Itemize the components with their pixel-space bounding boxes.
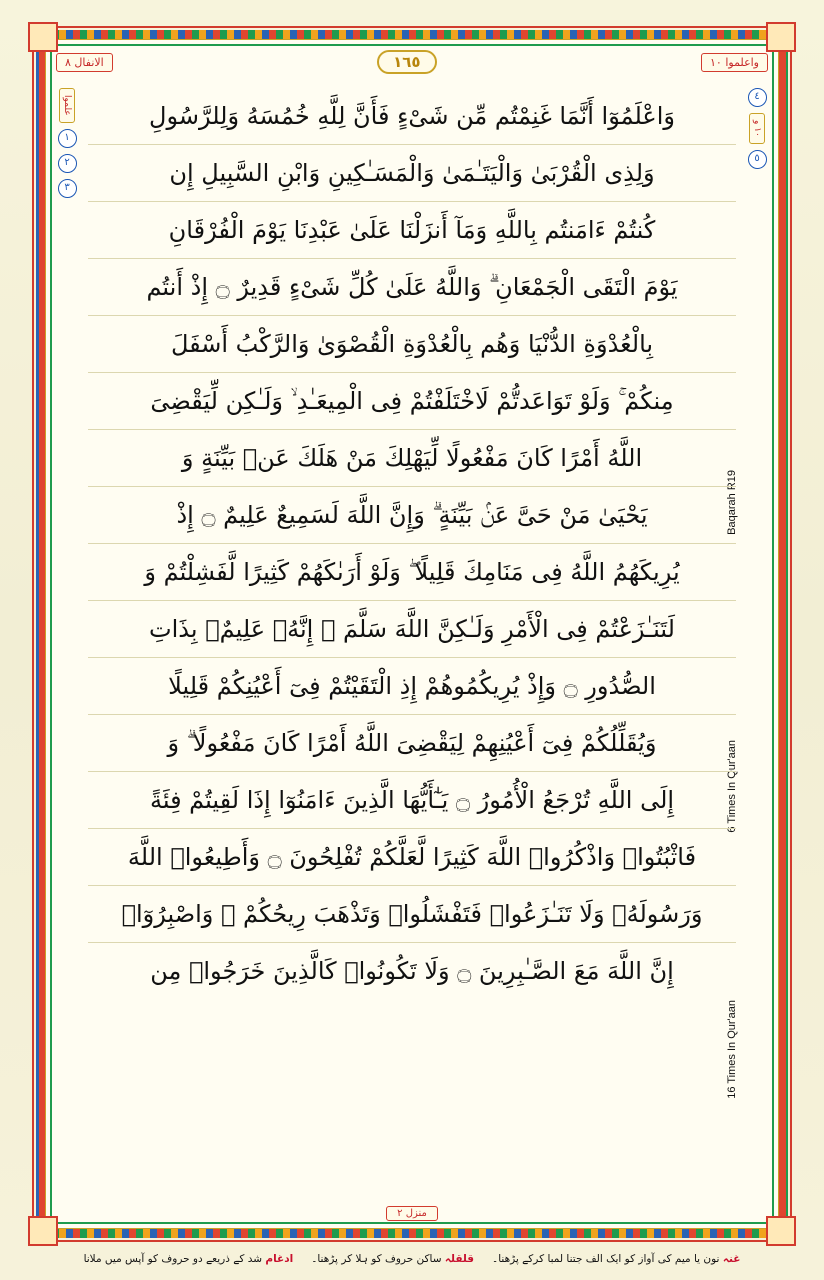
legend-desc: ساکن حروف کو ہلا کر پڑھنا۔ [311,1253,442,1265]
ayah-line-text: إِلَى اللَّهِ تُرْجَعُ الْأُمُورُ ۝ يَـٰٓأَيُّهَا الَّذِينَ ءَامَنُوٓا إِذَا لَقِيتُمْ فِئَةً [149,786,675,814]
para-label: واعلموا ١٠ [701,53,768,72]
annotation-6-times: 6 Times In Qur'aan [726,740,738,833]
ayah-line-text: لَتَنَـٰزَعْتُمْ فِى الْأَمْرِ وَلَـٰكِنَّ اللَّهَ سَلَّمَ ۗ إِنَّهُۥ عَلِيمٌۢ بِذَاتِ [149,615,675,643]
ayah-line [88,829,736,886]
tajweed-legend [32,1244,792,1274]
ruku-marker-1: ١ [58,129,77,148]
ayah-line-text: كُنتُمْ ءَامَنتُم بِاللَّهِ وَمَآ أَنزَلْنَا عَلَىٰ عَبْدِنَا يَوْمَ الْفُرْقَانِ [168,216,656,244]
annotation-baqarah-r19: Baqarah R19 [726,470,738,535]
ruku-marker-2: ٢ [58,154,77,173]
ayah-line [88,373,736,430]
para-marker-2: ٥ [748,150,767,169]
manzil-label: منزل ٢ [386,1206,438,1221]
ayah-line [88,658,736,715]
ayah-line-text: وَيُقَلِّلُكُمْ فِىٓ أَعْيُنِهِمْ لِيَقْضِىَ اللَّهُ أَمْرًا كَانَ مَفْعُولًا ۗ وَ [167,729,657,757]
ayah-line-text: يَحْيَىٰ مَنْ حَىَّ عَنۢ بَيِّنَةٍ ۗ وَإِنَّ اللَّهَ لَسَمِيعٌ عَلِيمٌ ۝ إِذْ [176,501,648,529]
surah-label: الانفال ٨ [56,53,113,72]
legend-item [84,1253,294,1265]
para-marker-1: ٤ [748,88,767,107]
page-header [50,44,774,80]
ayah-line [88,316,736,373]
left-margin-rail [50,88,84,1162]
ayah-line [88,715,736,772]
ayah-line [88,202,736,259]
ayah-line-text: إِنَّ اللَّهَ مَعَ الصَّـٰبِرِينَ ۝ وَلَا تَكُونُوا۟ كَالَّذِينَ خَرَجُوا۟ مِن [150,957,674,985]
ayah-line-text: الصُّدُورِ ۝ وَإِذْ يُرِيكُمُوهُمْ إِذِ الْتَقَيْتُمْ فِىٓ أَعْيُنِكُمْ قَلِيلًا [168,672,656,700]
ayah-line-text: بِالْعُدْوَةِ الدُّنْيَا وَهُم بِالْعُدْوَةِ الْقُصْوَىٰ وَالرَّكْبُ أَسْفَلَ [170,330,654,358]
ayah-line-text: وَلِذِى الْقُرْبَىٰ وَالْيَتَـٰمَىٰ وَالْمَسَـٰكِينِ وَابْنِ السَّبِيلِ إِن [169,159,655,187]
ayah-line [88,430,736,487]
legend-item [311,1253,474,1265]
ayah-line-text: يُرِيكَهُمُ اللَّهُ فِى مَنَامِكَ قَلِيلًا ۖ وَلَوْ أَرَىٰكَهُمْ كَثِيرًا لَّفَشِلْتُمْ وَ [144,558,680,586]
footer-bar [50,1202,774,1224]
ayah-line-text: اللَّهُ أَمْرًا كَانَ مَفْعُولًا لِّيَهْلِكَ مَنْ هَلَكَ عَنۢ بَيِّنَةٍ وَ [181,444,643,472]
ayah-line-text: مِنكُمْ ۚ وَلَوْ تَوَاعَدتُّمْ لَاخْتَلَفْتُمْ فِى الْمِيعَـٰدِ ۙ وَلَـٰكِن لِّيَقْضِىَ [150,387,674,415]
right-rail-note: ١٠ و [749,113,765,144]
ayah-line-text: وَرَسُولَهُۥ وَلَا تَنَـٰزَعُوا۟ فَتَفْشَلُوا۟ وَتَذْهَبَ رِيحُكُمْ ۖ وَاصْبِرُوٓا۟ [121,900,703,928]
ayah-line [88,943,736,999]
ayah-line [88,259,736,316]
legend-label: ادغام [265,1253,294,1265]
ayah-line [88,145,736,202]
ayah-line-text: يَوْمَ الْتَقَى الْجَمْعَانِ ۗ وَاللَّهُ عَلَىٰ كُلِّ شَىْءٍ قَدِيرٌ ۝ إِذْ أَنتُم [146,273,678,301]
ruku-marker-3: ٣ [58,179,77,198]
left-rail-note-1: علموا [59,88,75,123]
page-number: ١٦٥ [377,50,436,74]
legend-label: قلقلہ [444,1253,475,1265]
legend-item [492,1253,740,1265]
quran-text-body [88,88,736,1162]
ayah-line [88,886,736,943]
legend-desc: نون یا میم کی آواز کو ایک الف جتنا لمبا کرکے پڑھنا۔ [492,1253,720,1265]
ayah-line-text: وَاعْلَمُوٓا أَنَّمَا غَنِمْتُم مِّن شَىْءٍ فَأَنَّ لِلَّهِ خُمُسَهُ وَلِلرَّسُولِ [149,102,675,130]
ayah-line [88,601,736,658]
right-margin-rail [740,88,774,1162]
ayah-line [88,772,736,829]
legend-label: غنہ [722,1253,741,1265]
annotation-16-times: 16 Times In Qur'aan [726,1000,738,1099]
ayah-line [88,88,736,145]
ayah-line [88,544,736,601]
ayah-line [88,487,736,544]
legend-desc: شد کے ذریعے دو حروف کو آپس میں ملانا [83,1253,263,1265]
ayah-line-text: فَاثْبُتُوا۟ وَاذْكُرُوا۟ اللَّهَ كَثِيرًا لَّعَلَّكُمْ تُفْلِحُونَ ۝ وَأَطِيعُوا۟ اللَّهَ [127,843,697,871]
